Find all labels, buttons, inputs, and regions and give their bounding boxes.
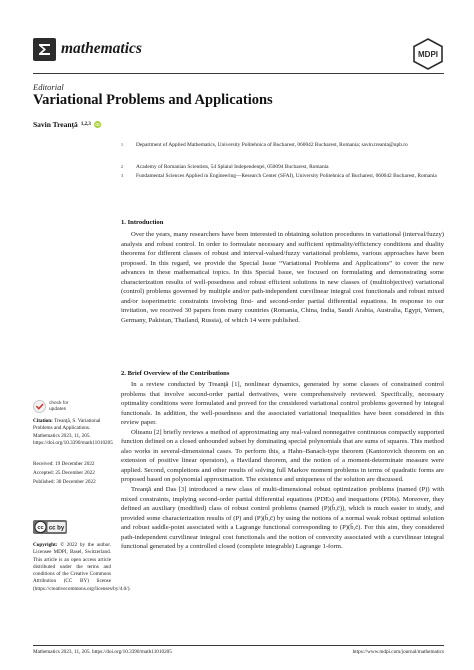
accepted-date: Accepted: 25 December 2022 bbox=[33, 470, 95, 476]
introduction-text: Over the years, many researchers have been interested in obtaining solution procedures in variational (interval/fuzzy) analysis and robust control. In order to formulate necessary and sufficient optimality/efficiency conditions and duality theorems for different classes of robust and interval-valued/fuzzy variational problems, various approaches have been proposed. In this regard, we provide the Special Issue “Variational Problems and Applications” to cover the new advances in these mathematical topics. In this Special Issue, we focused on formulating and demonstrating some characterization results of well-posedness and robust efficient solutions in new classes of (multiobjective) variational (control) problems governed by multiple and/or path-independent curvilinear integral cost functionals and robust mixed and/or isoperimetric constraints involving first- and second-order partial differential equations. In response to our invitation, we received 30 papers from many countries (Romania, China, India, Saudi Arabia, Australia, Egypt, Yemen, Germany, Pakistan, Thailand, Russia), of which 14 were published. bbox=[121, 231, 444, 324]
check-for-updates-icon bbox=[33, 400, 46, 413]
author-affiliation-marks: 1,2,3 bbox=[80, 122, 91, 127]
overview-text bbox=[121, 380, 444, 552]
svg-text:cc: cc bbox=[37, 525, 44, 532]
received-date: Received: 19 December 2022 bbox=[33, 461, 95, 467]
mdpi-logo bbox=[412, 38, 444, 70]
journal-name: mathematics bbox=[61, 40, 142, 57]
paragraph-review: In a review conducted by Treanţă [1], nonlinear dynamics, generated by some classes of constrained control problems that involve second-order partial derivatives, were comprehensively reviewed. Specifically, necessary optimality conditions were formulated and proved for the considered variational control problems governed by integral functionals. In addition, the well-posedness and the associated variational inequalities have been considered in this review paper. bbox=[121, 381, 444, 427]
article-type: Editorial bbox=[33, 82, 64, 92]
svg-text:iD: iD bbox=[95, 122, 100, 128]
sigma-icon bbox=[37, 42, 52, 57]
cc-by-license-badge[interactable] bbox=[33, 520, 67, 534]
check-for-updates-badge[interactable]: check for updates bbox=[33, 400, 75, 413]
section-heading-introduction: 1. Introduction bbox=[121, 219, 164, 226]
paragraph-olteanu: Olteanu [2] briefly reviews a method of approximating any real-valued nonnegative continuous compactly supported function defined on a closed unbounded subset by dominating special polynomials that are sums of squares. This method also works in several-dimensional cases. To perform this, a Hahn–Banach-type theorem (Kantorovich theorem on an extension of positive linear operators), a Haviland theorem, and the notion of a moment-determinate measure were applied. Second, completions and other results of solving full Markov moment problems in terms of quadratic forms are proposed based on polynomial approximation. The existence and uniqueness of the solution are discussed. bbox=[121, 428, 444, 484]
header-rule bbox=[33, 73, 444, 74]
svg-text:cc by: cc by bbox=[48, 525, 65, 532]
affiliation-3: 3 Fundamental Sciences Applied in Engineering—Research Center (SFAI), University Politehnica of Bucharest, 060042 Bucharest, Romania bbox=[121, 173, 437, 179]
orcid-icon[interactable] bbox=[94, 121, 101, 128]
section-heading-overview: 2. Brief Overview of the Contributions bbox=[121, 370, 230, 377]
citation-block: Citation: Treanţă, S. Variational Problems and Applications. Mathematics 2023, 11, 205. https://doi.org/10.3390/math11010205 bbox=[33, 418, 113, 446]
copyright-block: Copyright: © 2022 by the author. Licensee MDPI, Basel, Switzerland. This article is an open access article distributed under the terms and conditions of the Creative Commons Attribution (CC BY) license (https://creativecommons.org/licenses/by/4.0/). bbox=[33, 542, 131, 592]
affiliation-1: 1 Department of Applied Mathematics, University Politehnica of Bucharest, 060042 Bucharest, Romania; savin.treanta@upb.ro bbox=[121, 142, 408, 148]
published-date: Published: 30 December 2022 bbox=[33, 479, 96, 485]
author-line bbox=[33, 120, 101, 129]
journal-logo bbox=[33, 38, 56, 61]
author-name: Savin Treanţă bbox=[33, 120, 78, 129]
footer-rule bbox=[33, 645, 444, 646]
paragraph-treanta-das: Treanţă and Das [3] introduced a new class of multi-dimensional robust optimization problems (named (P)) with mixed constraints, implying second-order partial differential equations (PDEs) and inequations (PDIs). Moreover, they defined an auxiliary (modified) class of robust control problems (named (P)(b̄,c̄)), which is much easier to study, and provided some characterization results of (P) and (P)(b̄,c̄) by using the notions of a normal weak robust optimal solution and robust saddle-point associated with a Lagrange functional corresponding to (P)(b̄,c̄). For this aim, they considered path-independent curvilinear integral cost functionals and the notion of convexity associated with a curvilinear integral functional generated by a controlled closed (complete integrable) Lagrange 1-form. bbox=[121, 486, 444, 551]
footer-journal-url[interactable]: https://www.mdpi.com/journal/mathematics bbox=[352, 649, 444, 655]
article-title: Variational Problems and Applications bbox=[33, 92, 273, 108]
footer-citation: Mathematics 2023, 11, 205. https://doi.org/10.3390/math11010205 bbox=[33, 649, 172, 655]
affiliation-2: 2 Academy of Romanian Scientists, 54 Splaiul Independenţei, 050094 Bucharest, Romania bbox=[121, 164, 329, 170]
svg-text:MDPI: MDPI bbox=[418, 50, 438, 59]
